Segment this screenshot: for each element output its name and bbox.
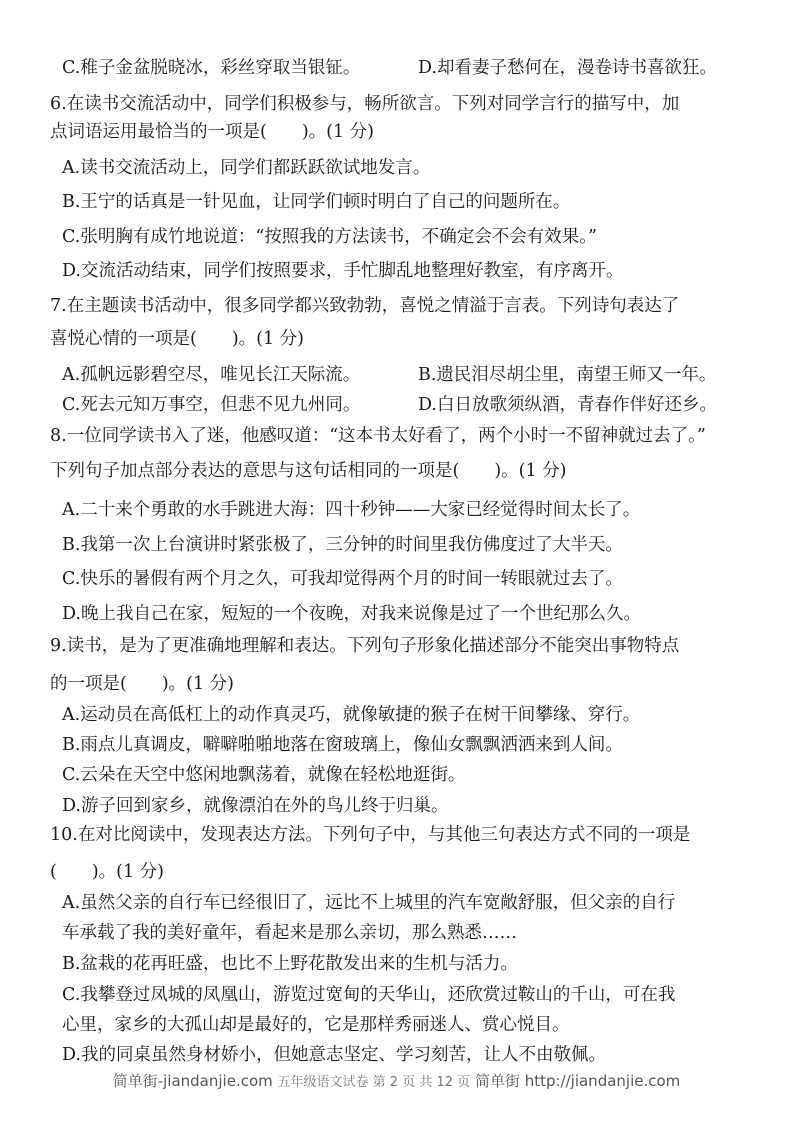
option-q6-d: D.交流活动结束，同学们按照要求，手忙脚乱地整理好教室，有序离开。 bbox=[62, 261, 624, 281]
option-q10-c-line1: C.我攀登过凤城的凤凰山，游览过宽甸的天华山，还欣赏过鞍山的千山，可在我 bbox=[62, 985, 676, 1005]
option-q5-d: D.却看妻子愁何在，漫卷诗书喜欲狂。 bbox=[418, 58, 717, 78]
option-q9-d: D.游子回到家乡，就像漂泊在外的鸟儿终于归巢。 bbox=[62, 796, 449, 816]
question-7-stem-line1: 7.在主题读书活动中，很多同学都兴致勃勃，喜悦之情溢于言表。下列诗句表达了 bbox=[50, 296, 680, 316]
question-10-stem-line1: 10.在对比阅读中，发现表达方法。下列句子中，与其他三句表达方式不同的一项是 bbox=[50, 825, 691, 845]
question-7-stem-line2: 喜悦心情的一项是( )。(1 分) bbox=[50, 329, 305, 349]
option-q8-d: D.晚上我自己在家，短短的一个夜晚，对我来说像是过了一个世纪那么久。 bbox=[62, 604, 641, 624]
option-q9-c: C.云朵在天空中悠闲地飘荡着，就像在轻松地逛街。 bbox=[62, 765, 466, 785]
option-q10-a-line2: 车承载了我的美好童年，看起来是那么亲切，那么熟悉…… bbox=[62, 923, 517, 943]
question-9-stem-line2: 的一项是( )。(1 分) bbox=[50, 674, 235, 694]
question-8-stem-line1: 8.一位同学读书入了迷，他感叹道：“这本书太好看了，两个小时一不留神就过去了。” bbox=[50, 426, 706, 446]
option-q7-c: C.死去元知万事空，但悲不见九州同。 bbox=[62, 395, 361, 415]
question-6-stem-line2: 点词语运用最恰当的一项是( )。(1 分) bbox=[50, 122, 375, 142]
option-q6-b: B.王宁的话真是一针见血，让同学们顿时明白了自己的问题所在。 bbox=[62, 192, 571, 212]
footer-page-number: 五年级语文试卷 第 2 页 共 12 页 bbox=[277, 1075, 471, 1090]
page-footer bbox=[0, 1070, 793, 1091]
question-6-stem-line1: 6.在读书交流活动中，同学们积极参与，畅所欲言。下列对同学言行的描写中，加 bbox=[50, 94, 680, 114]
option-q5-c: C.稚子金盆脱晓冰，彩丝穿取当银钲。 bbox=[62, 58, 361, 78]
footer-watermark-left: 简单街-jiandanjie.com bbox=[112, 1072, 273, 1090]
question-10-stem-line2: ( )。(1 分) bbox=[50, 862, 165, 882]
option-q8-c: C.快乐的暑假有两个月之久，可我却觉得两个月的时间一转眼就过去了。 bbox=[62, 569, 623, 589]
option-q8-b: B.我第一次上台演讲时紧张极了，三分钟的时间里我仿佛度过了大半天。 bbox=[62, 535, 623, 555]
option-q7-a: A.孤帆远影碧空尽，唯见长江天际流。 bbox=[62, 365, 361, 385]
option-q6-a: A.读书交流活动上，同学们都跃跃欲试地发言。 bbox=[62, 158, 431, 178]
footer-watermark-right: 简单街 http://jiandanjie.com bbox=[474, 1072, 681, 1090]
question-8-stem-line2: 下列句子加点部分表达的意思与这句话相同的一项是( )。(1 分) bbox=[50, 461, 567, 481]
option-q10-a-line1: A.虽然父亲的自行车已经很旧了，远比不上城里的汽车宽敞舒服，但父亲的自行 bbox=[62, 893, 676, 913]
option-q9-a: A.运动员在高低杠上的动作真灵巧，就像敏捷的猴子在树干间攀缘、穿行。 bbox=[62, 705, 641, 725]
option-q10-d: D.我的同桌虽然身材娇小，但她意志坚定、学习刻苦，让人不由敬佩。 bbox=[62, 1045, 606, 1065]
option-q6-c: C.张明胸有成竹地说道：“按照我的方法读书，不确定会不会有效果。” bbox=[62, 227, 597, 247]
option-q10-c-line2: 心里，家乡的大孤山却是最好的，它是那样秀丽迷人、赏心悦目。 bbox=[62, 1015, 570, 1035]
option-q7-b: B.遗民泪尽胡尘里，南望王师又一年。 bbox=[418, 365, 717, 385]
option-q8-a: A.二十来个勇敢的水手跳进大海：四十秒钟——大家已经觉得时间太长了。 bbox=[62, 500, 641, 520]
option-q9-b: B.雨点儿真调皮，噼噼啪啪地落在窗玻璃上，像仙女飘飘洒洒来到人间。 bbox=[62, 735, 623, 755]
question-9-stem-line1: 9.读书，是为了更准确地理解和表达。下列句子形象化描述部分不能突出事物特点 bbox=[50, 636, 680, 656]
option-q10-b: B.盆栽的花再旺盛，也比不上野花散发出来的生机与活力。 bbox=[62, 954, 518, 974]
option-q7-d: D.白日放歌须纵酒，青春作伴好还乡。 bbox=[418, 395, 717, 415]
